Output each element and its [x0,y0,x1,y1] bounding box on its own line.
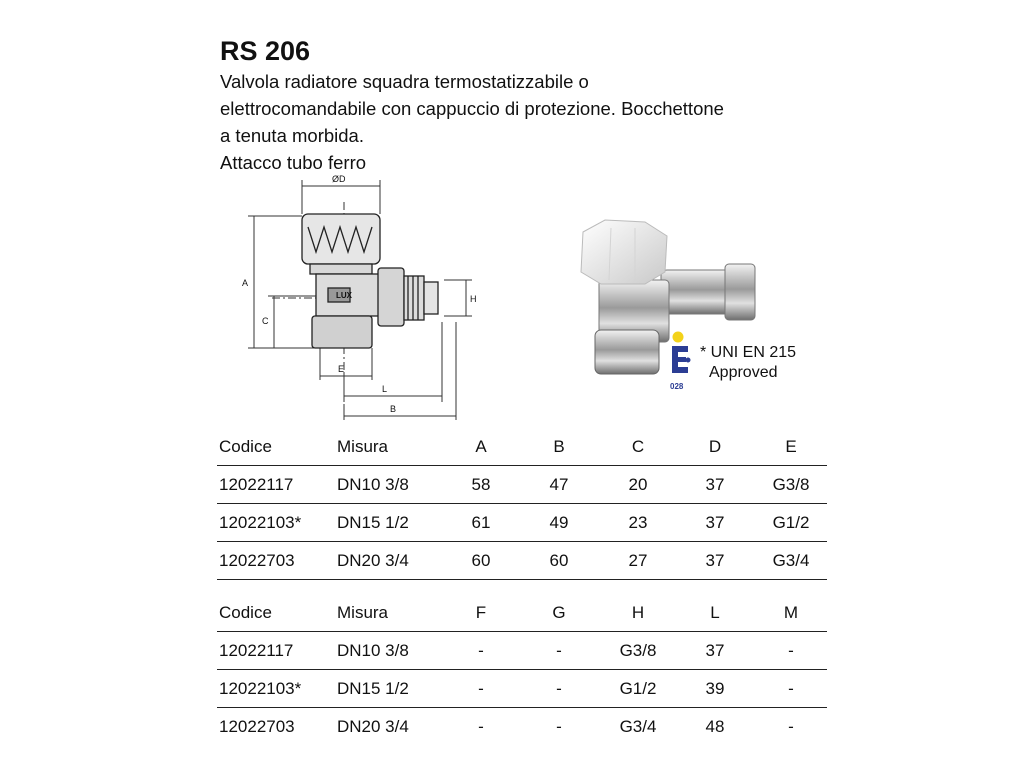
table-cell: 60 [445,542,517,580]
table-cell: 12022103* [217,504,335,542]
table-cell: 49 [517,504,601,542]
table-cell: DN10 3/8 [335,466,445,504]
table-cell: 12022703 [217,708,335,746]
table-cell: G1/2 [755,504,827,542]
table-cell: DN15 1/2 [335,504,445,542]
table-cell: 12022703 [217,542,335,580]
table-cell: 60 [517,542,601,580]
dimensions-table-2 [217,594,827,745]
certification-logo-code: 028 [670,382,684,391]
column-header: Codice [219,436,272,456]
table-cell: 23 [601,504,675,542]
table-header-row [217,594,827,632]
certification-text [700,343,796,383]
table-cell: 12022103* [217,670,335,708]
table-cell: 37 [675,466,755,504]
column-header: M [783,602,799,622]
valve-marking: LUX [336,291,352,300]
product-title: RS 206 [220,36,311,66]
table-cell: - [755,632,827,670]
table-cell: DN10 3/8 [335,632,445,670]
dim-label-e: E [338,364,345,374]
table-cell: 12022117 [217,632,335,670]
dim-label-a: A [242,278,249,288]
table-cell: 58 [445,466,517,504]
dim-label-c: C [262,316,269,326]
table-row [217,466,827,504]
table-cell: DN20 3/4 [335,542,445,580]
column-header: Misura [337,436,389,456]
table-cell: DN15 1/2 [335,670,445,708]
table-cell: G3/4 [601,708,675,746]
certification-standard: * UNI EN 215 [700,344,797,361]
table-cell: 37 [675,504,755,542]
table-cell: 37 [675,542,755,580]
column-header: E [785,436,797,456]
table-cell: G1/2 [601,670,675,708]
table-row [217,670,827,708]
dim-label-h: H [470,294,477,304]
dim-label-b: B [390,404,397,414]
table-cell: 47 [517,466,601,504]
column-header: B [553,436,565,456]
description-line: Valvola radiatore squadra termostatizzabile o [220,71,589,92]
table-cell: - [445,708,517,746]
technical-drawing [232,172,492,422]
uni-en-certification-logo [668,330,696,392]
table-row [217,504,827,542]
product-description [220,68,820,176]
table-cell: - [517,632,601,670]
description-line: elettrocomandabile con cappuccio di protezione. Bocchettone [220,98,724,119]
column-header: F [475,602,487,622]
column-header: Codice [219,602,272,622]
table-cell: 61 [445,504,517,542]
table-cell: 37 [675,632,755,670]
table-cell: DN20 3/4 [335,708,445,746]
column-header: A [475,436,487,456]
description-line: Attacco tubo ferro [220,152,367,173]
dim-label-l: L [382,384,388,394]
table-cell: 27 [601,542,675,580]
table-row [217,632,827,670]
certification-status: Approved [709,364,778,381]
table-cell: - [755,708,827,746]
table-cell: 20 [601,466,675,504]
table-cell: - [445,670,517,708]
table-cell: - [517,708,601,746]
table-cell: - [517,670,601,708]
table-row [217,708,827,746]
table-cell: 39 [675,670,755,708]
column-header: C [631,436,645,456]
dimensions-table-1 [217,428,827,580]
table-cell: 12022117 [217,466,335,504]
column-header: Misura [337,602,389,622]
table-cell: G3/8 [755,466,827,504]
dim-label-d: ØD [332,174,346,184]
table-cell: - [445,632,517,670]
column-header: D [708,436,722,456]
table-cell: - [755,670,827,708]
description-line: a tenuta morbida. [220,125,364,146]
column-header: H [631,602,645,622]
column-header: G [552,602,566,622]
column-header: L [710,602,720,622]
table-header-row [217,428,827,466]
table-cell: G3/4 [755,542,827,580]
table-cell: G3/8 [601,632,675,670]
table-row [217,542,827,580]
table-cell: 48 [675,708,755,746]
